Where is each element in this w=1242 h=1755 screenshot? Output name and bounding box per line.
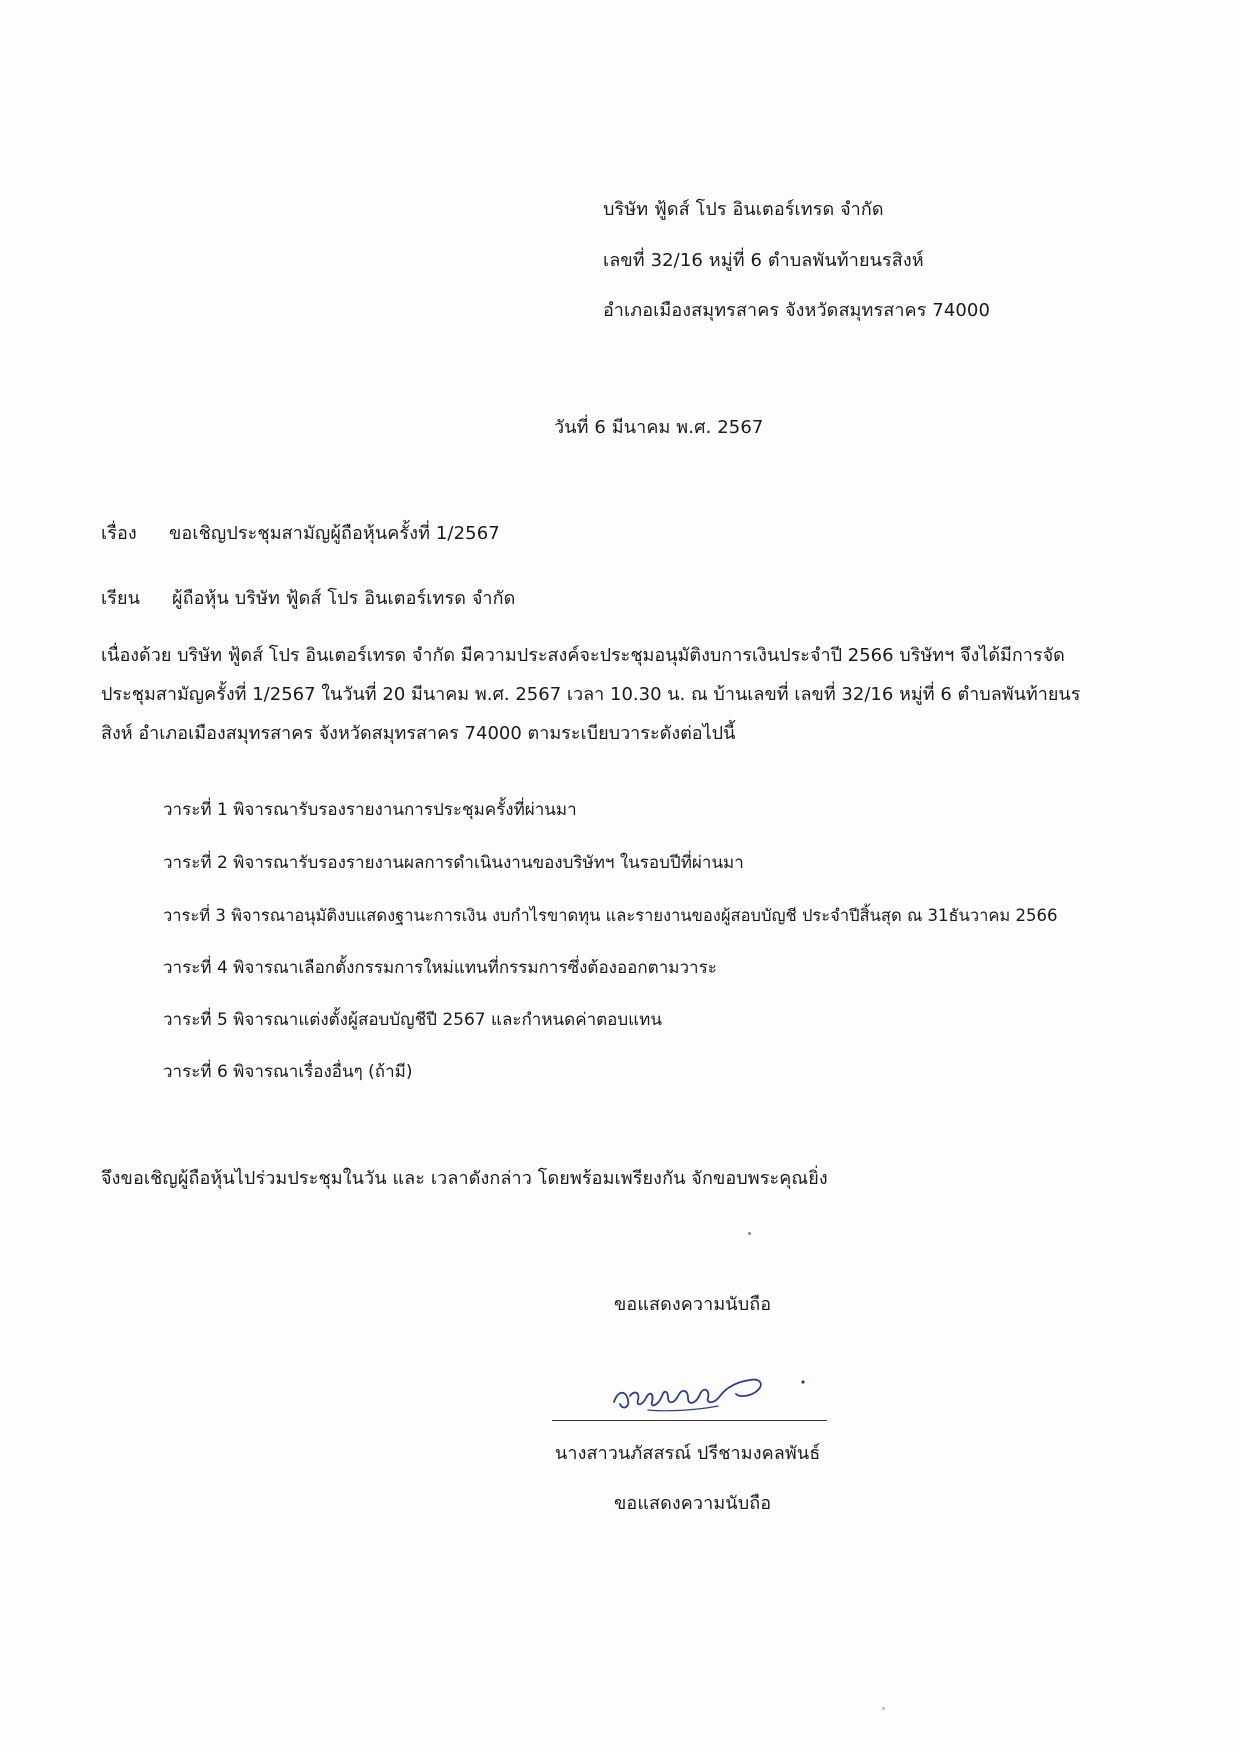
- agenda-item-6: วาระที่ 6 พิจารณาเรื่องอื่นๆ (ถ้ามี): [163, 1062, 413, 1082]
- respect-line-bottom: ขอแสดงความนับถือ: [614, 1493, 772, 1514]
- scan-speck: [882, 1707, 885, 1710]
- agenda-item-1: วาระที่ 1 พิจารณารับรองรายงานการประชุมครั้งที่ผ่านมา: [163, 800, 577, 820]
- agenda-item-4: วาระที่ 4 พิจารณาเลือกตั้งกรรมการใหม่แทนที่กรรมการซึ่งต้องออกตามวาระ: [163, 958, 717, 978]
- scan-speck: [748, 1232, 751, 1235]
- subject-label: เรื่อง: [101, 523, 137, 544]
- recipient-label: เรียน: [101, 588, 141, 609]
- agenda-item-2: วาระที่ 2 พิจารณารับรองรายงานผลการดำเนินงานของบริษัทฯ ในรอบปีที่ผ่านมา: [163, 853, 744, 873]
- handwritten-signature: [608, 1360, 828, 1420]
- respect-line-top: ขอแสดงความนับถือ: [614, 1294, 772, 1315]
- address-line-1: เลขที่ 32/16 หมู่ที่ 6 ตำบลพันท้ายนรสิงห์: [603, 250, 924, 271]
- agenda-item-3: วาระที่ 3 พิจารณาอนุมัติงบแสดงฐานะการเงิน งบกำไรขาดทุน และรายงานของผู้สอบบัญชี ประจำปีสิ้นสุด ณ 31ธันวาคม 2566: [163, 906, 1058, 925]
- agenda-item-5: วาระที่ 5 พิจารณาแต่งตั้งผู้สอบบัญชีปี 2567 และกำหนดค่าตอบแทน: [163, 1010, 662, 1030]
- body-line-1: เนื่องด้วย บริษัท ฟู้ดส์ โปร อินเตอร์เทรด จำกัด มีความประสงค์จะประชุมอนุมัติงบการเงินประจำปี 2566 บริษัทฯ จึงได้มีการจัด: [101, 645, 1065, 666]
- subject-text: ขอเชิญประชุมสามัญผู้ถือหุ้นครั้งที่ 1/2567: [169, 523, 500, 544]
- signatory-name: นางสาวนภัสสรณ์ ปรีชามงคลพันธ์: [555, 1443, 821, 1464]
- signature-line: [552, 1420, 827, 1421]
- recipient-text: ผู้ถือหุ้น บริษัท ฟู้ดส์ โปร อินเตอร์เทรด จำกัด: [172, 588, 516, 609]
- body-line-3: สิงห์ อำเภอเมืองสมุทรสาคร จังหวัดสมุทรสาคร 74000 ตามระเบียบวาระดังต่อไปนี้: [101, 723, 736, 744]
- body-line-2: ประชุมสามัญครั้งที่ 1/2567 ในวันที่ 20 มีนาคม พ.ศ. 2567 เวลา 10.30 น. ณ บ้านเลขที่ เลขที่ 32/16 หมู่ที่ 6 ตำบลพันท้ายนร: [101, 684, 1081, 705]
- closing-sentence: จึงขอเชิญผู้ถือหุ้นไปร่วมประชุมในวัน และ เวลาดังกล่าว โดยพร้อมเพรียงกัน จักขอบพระคุณยิ่ง: [101, 1168, 828, 1189]
- letter-date: วันที่ 6 มีนาคม พ.ศ. 2567: [554, 417, 764, 438]
- address-line-2: อำเภอเมืองสมุทรสาคร จังหวัดสมุทรสาคร 74000: [603, 300, 991, 321]
- company-name: บริษัท ฟู้ดส์ โปร อินเตอร์เทรด จำกัด: [603, 199, 884, 220]
